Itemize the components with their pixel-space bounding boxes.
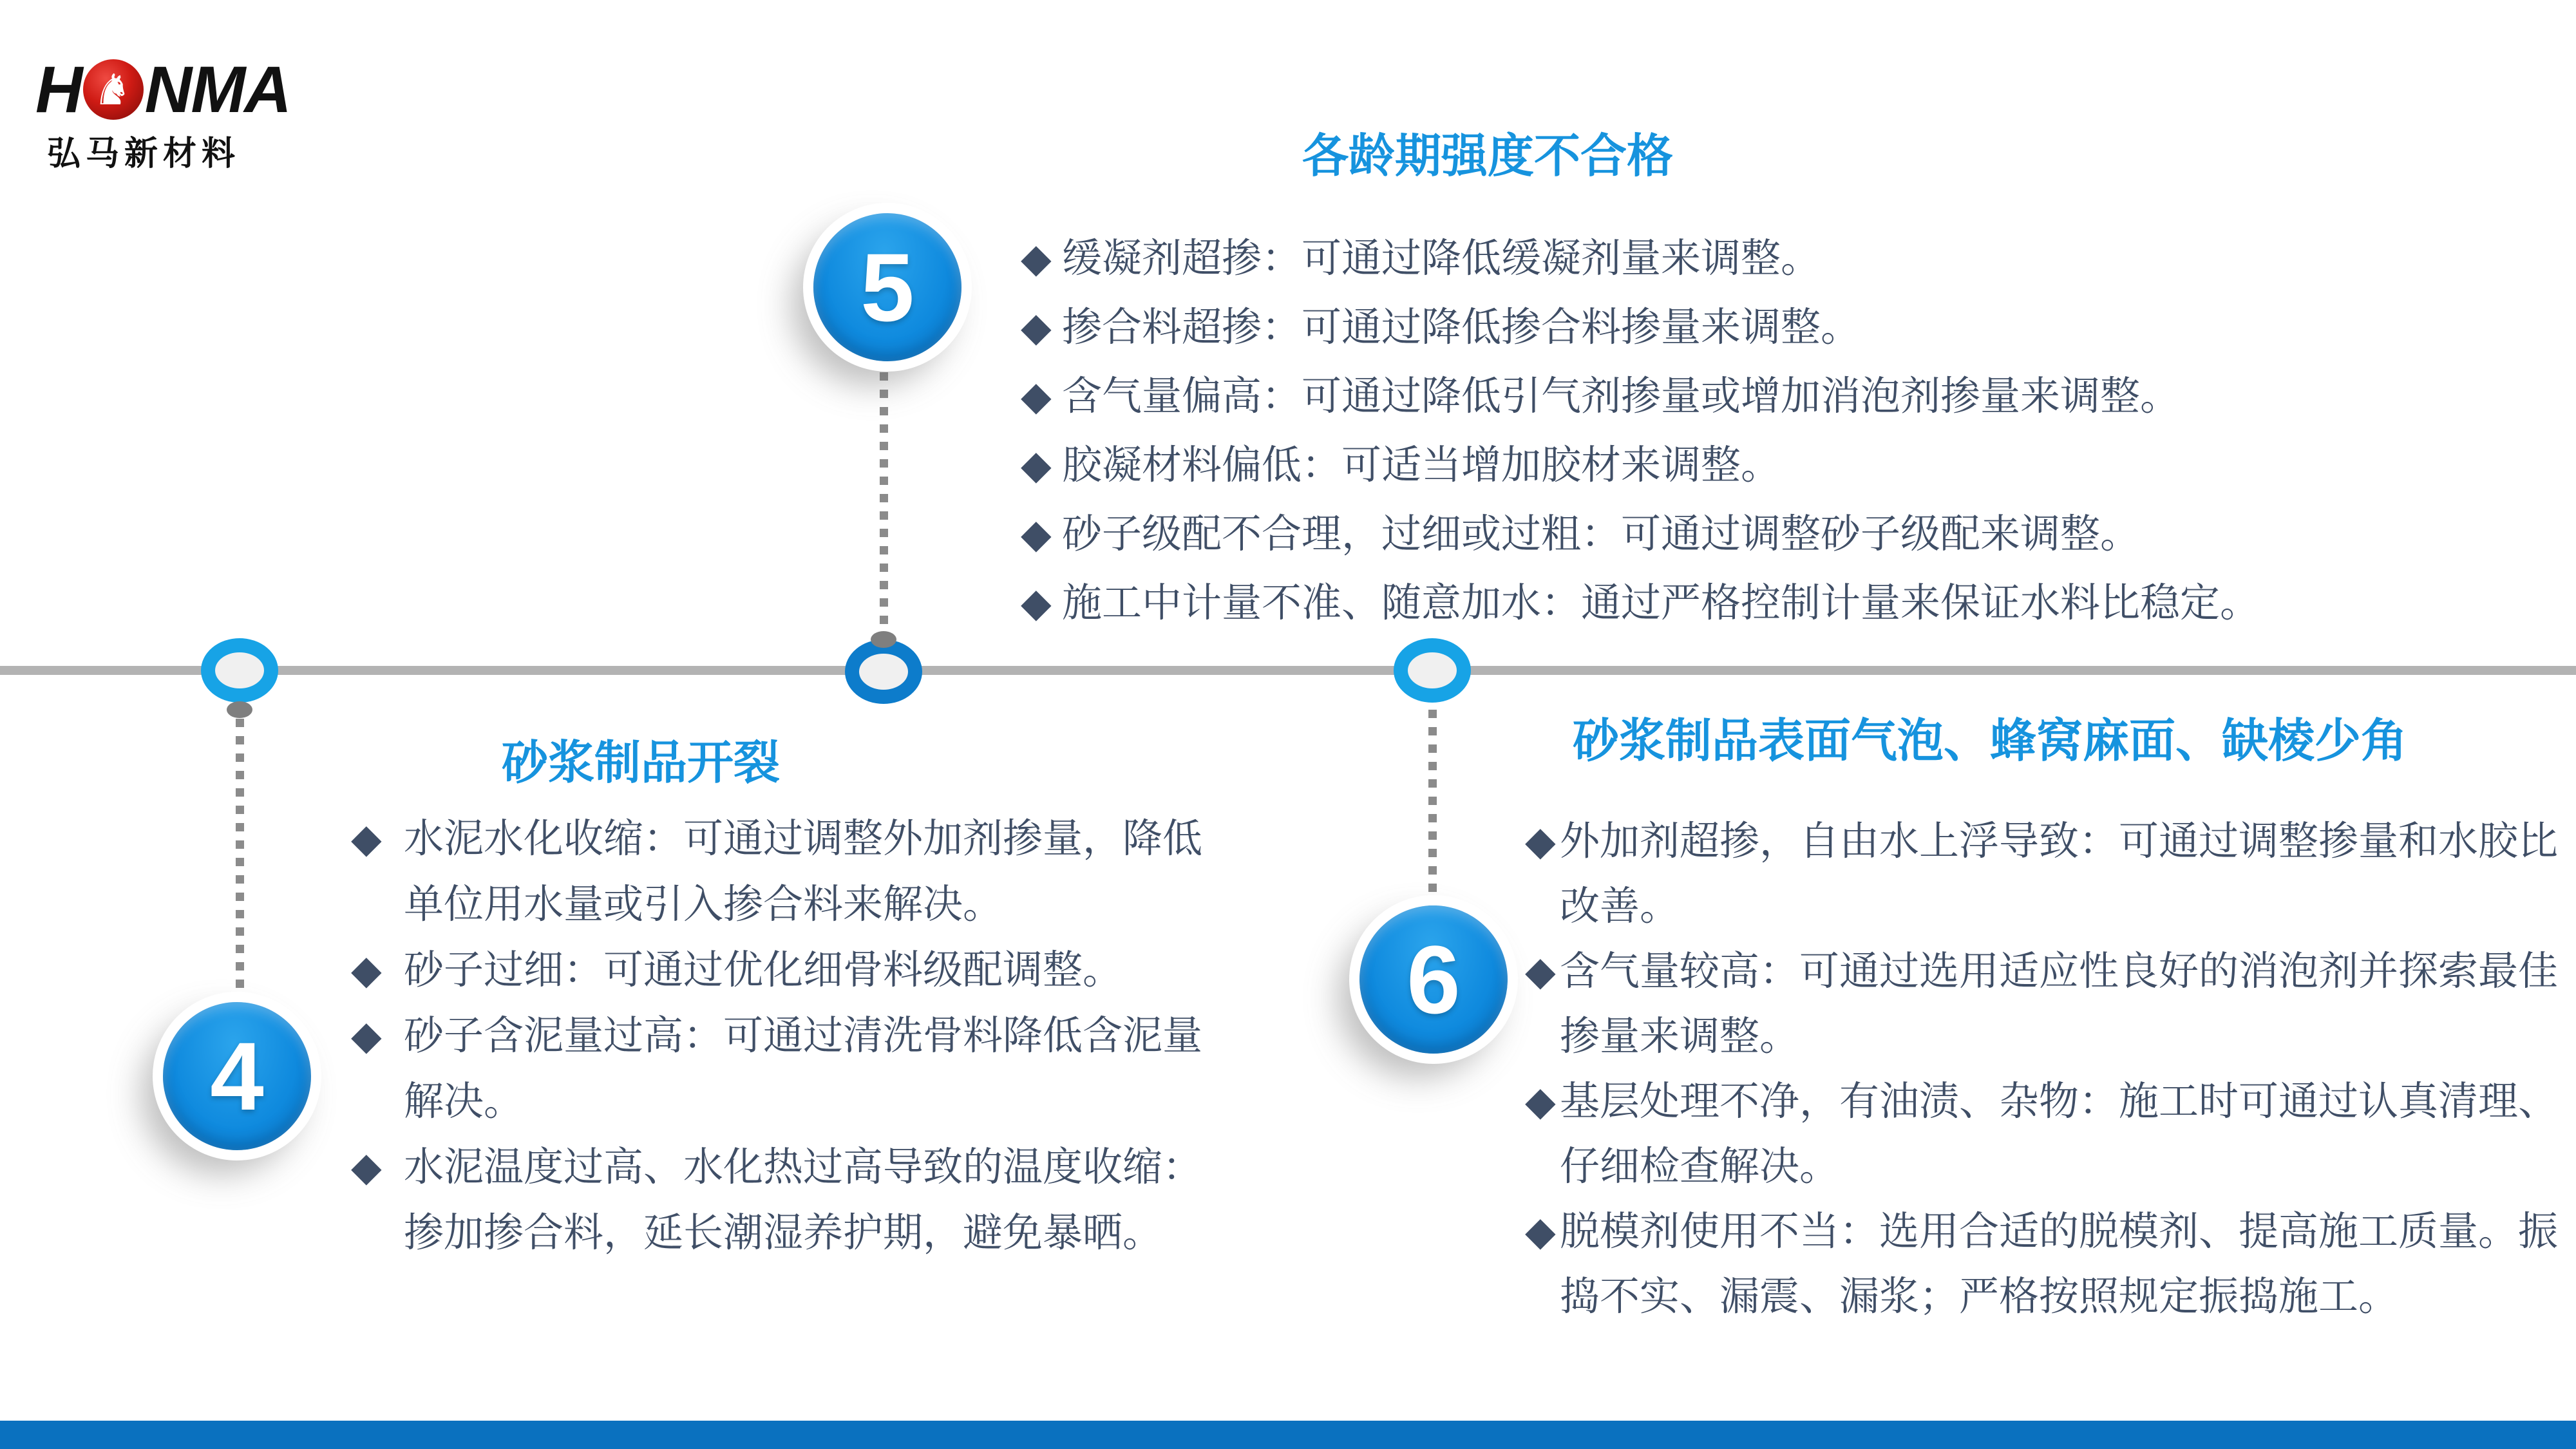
diamond-bullet-icon: ◆ — [1525, 1209, 1556, 1254]
brand-subtitle: 弘马新材料 — [47, 135, 241, 173]
diamond-bullet-icon: ◆ — [351, 1145, 382, 1189]
bullet-text: 砂子含泥量过高：可通过清洗骨料降低含泥量解决。 — [404, 1014, 1203, 1124]
horse-head-icon — [83, 59, 144, 120]
diamond-bullet-icon: ◆ — [1021, 581, 1052, 625]
connector-dot-4 — [227, 701, 252, 718]
bullet-item — [1525, 939, 2571, 1069]
dotted-connector-5 — [880, 372, 888, 629]
bullet-text: 基层处理不净，有油渍、杂物：施工时可通过认真清理、仔细检查解决。 — [1560, 1079, 2559, 1189]
bullet-text: 脱模剂使用不当：选用合适的脱模剂、提高施工质量。振捣不实、漏震、漏浆；严格按照规定振捣施工。 — [1560, 1209, 2559, 1319]
timeline-line — [0, 666, 2576, 675]
horse-glyph: ♞ — [95, 66, 132, 113]
bullet-text: 含气量较高：可通过选用适应性良好的消泡剂并探索最佳掺量来调整。 — [1560, 949, 2559, 1059]
bullet-item — [1021, 362, 2425, 431]
bullet-item — [1525, 1069, 2571, 1199]
bullet-text: 水泥温度过高、水化热过高导致的温度收缩：掺加掺合料，延长潮湿养护期，避免暴晒。 — [404, 1145, 1203, 1255]
bullet-item — [1021, 224, 2425, 293]
timeline-node-4 — [201, 638, 278, 703]
diamond-bullet-icon: ◆ — [351, 948, 382, 992]
bullet-text: 含气量偏高：可通过降低引气剂掺量或增加消泡剂掺量来调整。 — [1062, 374, 2181, 419]
bullet-item — [1021, 500, 2425, 569]
diamond-bullet-icon: ◆ — [1021, 305, 1052, 350]
bullet-text: 外加剂超掺，自由水上浮导致：可通过调整掺量和水胶比改善。 — [1560, 819, 2559, 929]
section6-title: 砂浆制品表面气泡、蜂窝麻面、缺棱少角 — [1572, 715, 2407, 767]
bullet-item — [1021, 431, 2425, 500]
bullet-item — [351, 806, 1211, 938]
bullet-item — [1525, 1199, 2571, 1329]
diamond-bullet-icon: ◆ — [1525, 819, 1556, 864]
section4-bullet-list — [351, 806, 1211, 1266]
diamond-bullet-icon: ◆ — [1021, 236, 1052, 281]
bullet-text: 水泥水化收缩：可通过调整外加剂掺量，降低单位用水量或引入掺合料来解决。 — [404, 817, 1203, 927]
section4-title: 砂浆制品开裂 — [501, 737, 780, 789]
section6-bullet-list — [1525, 809, 2571, 1329]
brand-letter-h: H — [35, 53, 82, 126]
bullet-text: 胶凝材料偏低：可适当增加胶材来调整。 — [1062, 443, 1781, 488]
step-badge-5: 5 — [813, 213, 961, 361]
bottom-accent-bar — [0, 1421, 2576, 1449]
diamond-bullet-icon: ◆ — [1021, 512, 1052, 556]
diamond-bullet-icon: ◆ — [1021, 374, 1052, 419]
diamond-bullet-icon: ◆ — [1525, 1079, 1556, 1124]
logo — [35, 53, 290, 175]
brand-wordmark — [35, 53, 290, 126]
bullet-text: 缓凝剂超掺：可通过降低缓凝剂量来调整。 — [1062, 236, 1821, 281]
step-badge-4: 4 — [163, 1002, 311, 1150]
bullet-item — [1021, 293, 2425, 362]
section5-title: 各龄期强度不合格 — [1302, 131, 1673, 182]
diamond-bullet-icon: ◆ — [351, 817, 382, 861]
bullet-item — [351, 938, 1211, 1003]
diamond-bullet-icon: ◆ — [1021, 443, 1052, 488]
bullet-text: 掺合料超掺：可通过降低掺合料掺量来调整。 — [1062, 305, 1861, 350]
bullet-item — [1525, 809, 2571, 939]
diamond-bullet-icon: ◆ — [351, 1014, 382, 1058]
brand-letters-nma: NMA — [144, 53, 290, 126]
diamond-bullet-icon: ◆ — [1525, 949, 1556, 994]
step-badge-6: 6 — [1359, 905, 1508, 1054]
connector-dot-5 — [871, 631, 896, 648]
bullet-text: 砂子级配不合理，过细或过粗：可通过调整砂子级配来调整。 — [1062, 512, 2141, 556]
timeline-node-6 — [1394, 638, 1471, 703]
bullet-item — [1021, 569, 2425, 638]
section5-bullet-list — [1021, 224, 2425, 638]
bullet-text: 砂子过细：可通过优化细骨料级配调整。 — [404, 948, 1123, 992]
bullet-item — [351, 1003, 1211, 1135]
dotted-connector-4 — [236, 719, 244, 1001]
dotted-connector-6 — [1428, 710, 1437, 923]
bullet-text: 施工中计量不准、随意加水：通过严格控制计量来保证水料比稳定。 — [1062, 581, 2260, 625]
bullet-item — [351, 1135, 1211, 1266]
timeline-node-5 — [845, 639, 922, 704]
